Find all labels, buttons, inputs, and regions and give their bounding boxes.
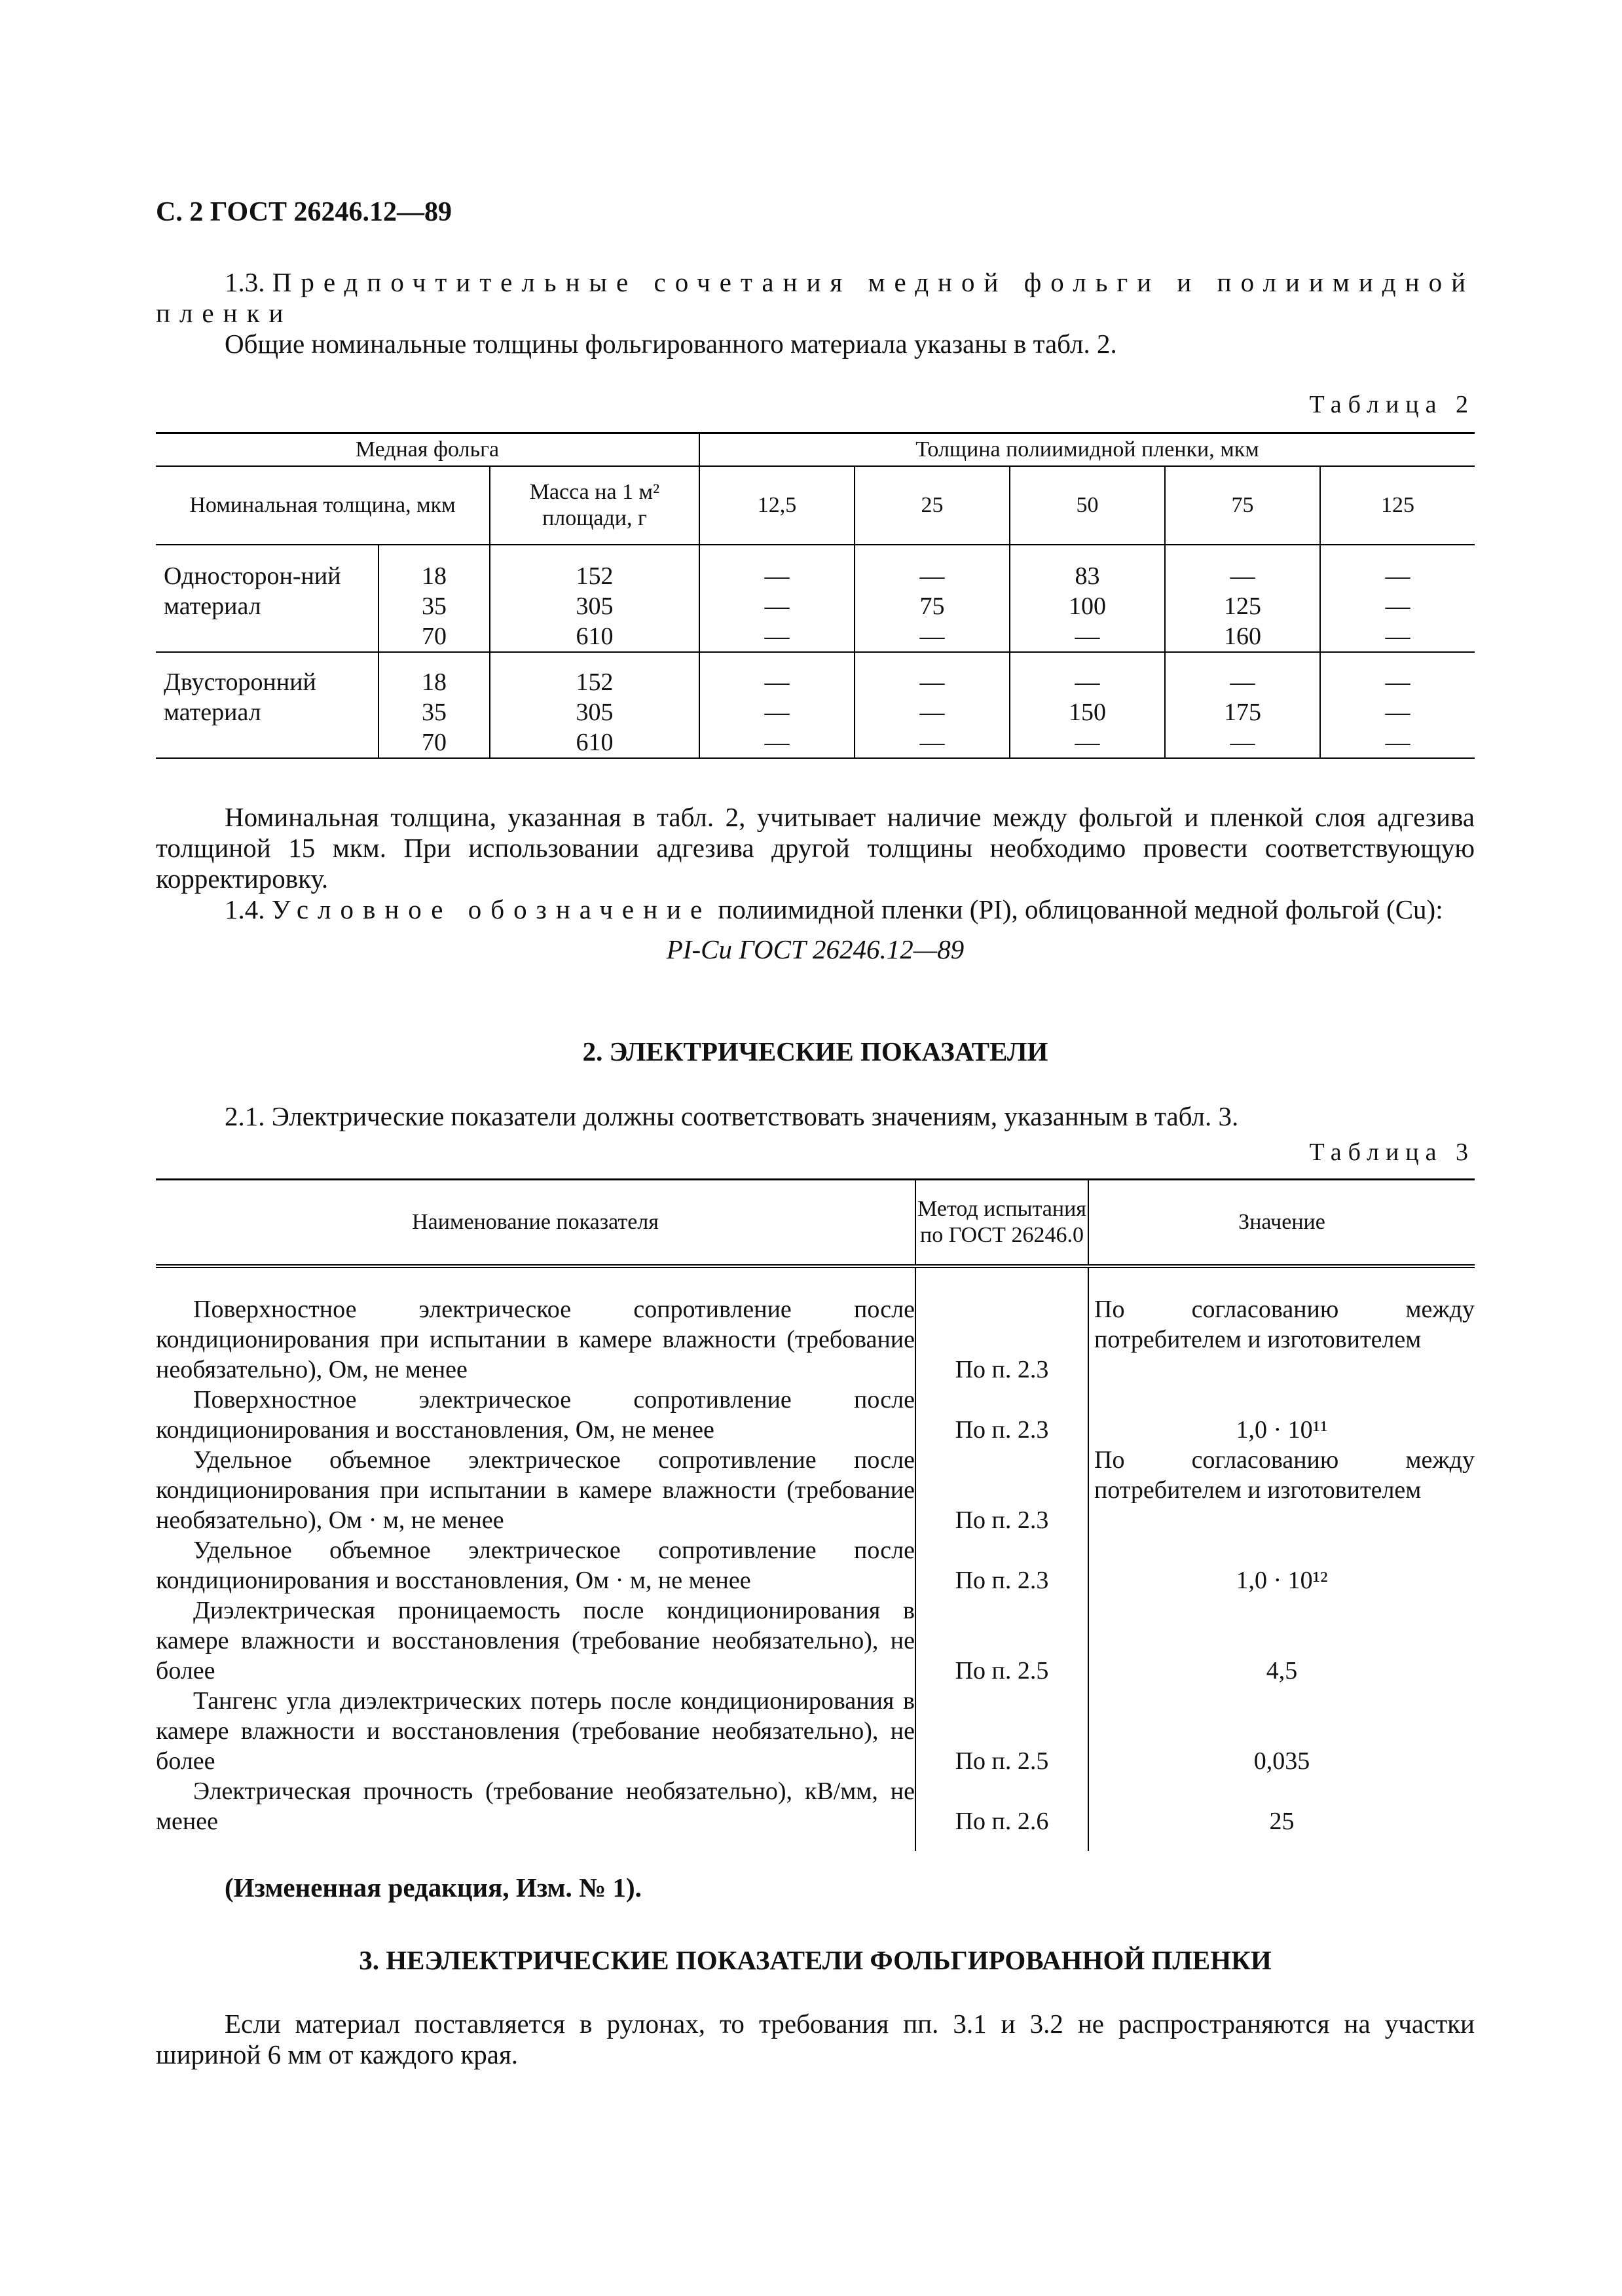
- table2-group-label: Двусторонний материал: [164, 668, 316, 726]
- table-row: [156, 1266, 1475, 1385]
- cell-value: —: [1385, 729, 1410, 756]
- clause-text: полиимидной пленки (PI), облицованной медной фольгой (Cu):: [718, 894, 1443, 924]
- table2-film-col: 50: [1010, 466, 1165, 545]
- cell-value: 70: [422, 729, 447, 756]
- cell-value: 100: [1069, 592, 1106, 620]
- table3-name: Тангенс угла диэлектрических потерь после кондиционирования в камере влажности и восстановления (требование необязательно), не более: [156, 1687, 915, 1775]
- section-1-4: [156, 802, 1475, 965]
- table2: [156, 432, 1475, 759]
- table3-value: 0,035: [1088, 1686, 1475, 1776]
- cell-value: —: [764, 562, 790, 590]
- cell-value: —: [919, 623, 945, 650]
- section-1-3: [156, 267, 1475, 359]
- table3-method: По п. 2.5: [915, 1686, 1088, 1776]
- cell-value: 160: [1224, 623, 1261, 650]
- cell-value: —: [1075, 729, 1100, 756]
- table3-method: По п. 2.6: [915, 1776, 1088, 1851]
- table2-film-cell: [855, 545, 1010, 652]
- cell-value: —: [1385, 668, 1410, 696]
- cell-value: —: [764, 699, 790, 726]
- table3-value: 25: [1088, 1776, 1475, 1851]
- cell-value: —: [919, 668, 945, 696]
- table2-header-copper: Медная фольга: [156, 433, 699, 467]
- table2-caption: Таблица 2: [1309, 391, 1475, 418]
- cell-value: 150: [1069, 699, 1106, 726]
- table2-film-col: 12,5: [699, 466, 855, 545]
- cell-value: 18: [422, 668, 447, 696]
- table2-header-film: Толщина полиимидной пленки, мкм: [699, 433, 1475, 467]
- cell-value: 83: [1075, 562, 1100, 590]
- table-row: [156, 1686, 1475, 1776]
- table2-film-cell: [699, 652, 855, 758]
- cell-value: —: [1075, 668, 1100, 696]
- table2-header-nominal: Номинальная толщина, мкм: [156, 466, 490, 545]
- table2-thickness-cell: [378, 652, 490, 758]
- cell-value: 35: [422, 699, 447, 726]
- clause-1-4: [156, 894, 1475, 925]
- table-row: [156, 1776, 1475, 1851]
- clause-spaced-title: Условное обозначение: [271, 894, 712, 924]
- cell-value: —: [1075, 623, 1100, 650]
- table-row: [156, 1535, 1475, 1595]
- table3-value: 1,0 · 10¹²: [1088, 1535, 1475, 1595]
- cell-value: 305: [576, 699, 614, 726]
- section-2-title: 2. ЭЛЕКТРИЧЕСКИЕ ПОКАЗАТЕЛИ: [582, 1036, 1048, 1066]
- table2-film-cell: [1165, 545, 1320, 652]
- cell-value: —: [1230, 668, 1255, 696]
- cell-value: 610: [576, 623, 614, 650]
- table2-film-cell: [699, 545, 855, 652]
- cell-value: —: [1385, 592, 1410, 620]
- table3-name: Поверхностное электрическое сопротивление после кондиционирования и восстановления, Ом, не менее: [156, 1386, 915, 1444]
- cell-value: —: [764, 623, 790, 650]
- designation-example: PI-Cu ГОСТ 26246.12—89: [666, 934, 965, 964]
- table3-header-value: Значение: [1088, 1180, 1475, 1267]
- table2-film-col: 25: [855, 466, 1010, 545]
- table3-name: Поверхностное электрическое сопротивление после кондиционирования при испытании в камере влажности (требование необязательно), Ом, не менее: [156, 1296, 915, 1383]
- table3-header-method: Метод испытания по ГОСТ 26246.0: [915, 1180, 1088, 1267]
- cell-value: 70: [422, 623, 447, 650]
- cell-value: —: [1230, 729, 1255, 756]
- cell-value: 610: [576, 729, 614, 756]
- table2-mass-cell: [490, 652, 699, 758]
- table2-film-cell: [1320, 545, 1475, 652]
- cell-value: 75: [919, 592, 945, 620]
- table2-note: Номинальная толщина, указанная в табл. 2, учитывает наличие между фольгой и пленкой слоя адгезива толщиной 15 мкм. При использовании адгезива другой толщины необходимо провести соответствующую корректировку.: [156, 802, 1475, 894]
- cell-value: 305: [576, 592, 614, 620]
- table3-value: 4,5: [1088, 1595, 1475, 1686]
- table3-method: По п. 2.3: [915, 1535, 1088, 1595]
- table2-header-mass: Масса на 1 м² площади, г: [490, 466, 699, 545]
- cell-value: —: [1385, 623, 1410, 650]
- table2-film-col: 125: [1320, 466, 1475, 545]
- cell-value: 125: [1224, 592, 1261, 620]
- cell-value: —: [1230, 562, 1255, 590]
- section-3-title: 3. НЕЭЛЕКТРИЧЕСКИЕ ПОКАЗАТЕЛИ ФОЛЬГИРОВАННОЙ ПЛЕНКИ: [359, 1945, 1272, 1975]
- section-3-text: Если материал поставляется в рулонах, то требования пп. 3.1 и 3.2 не распространяются на участки шириной 6 мм от каждого края.: [156, 2009, 1475, 2069]
- table2-film-cell: [855, 652, 1010, 758]
- table2-thickness-cell: [378, 545, 490, 652]
- table3: [156, 1178, 1475, 1851]
- clause-1-3-heading: [156, 267, 1475, 329]
- table3-value: По согласованию между потребителем и изготовителем: [1088, 1445, 1475, 1535]
- table2-row-group-double: [156, 652, 1475, 758]
- cell-value: —: [919, 729, 945, 756]
- cell-value: —: [919, 699, 945, 726]
- table-row: [156, 1595, 1475, 1686]
- table-row: [156, 1445, 1475, 1535]
- clause-spaced-title: Предпочтительные сочетания медной фольги и полиимидной пленки: [156, 267, 1475, 328]
- table3-name: Электрическая прочность (требование необязательно), кВ/мм, не менее: [156, 1777, 915, 1835]
- table2-film-cell: [1010, 652, 1165, 758]
- table3-name: Удельное объемное электрическое сопротивление после кондиционирования и восстановления, Ом · м, не менее: [156, 1537, 915, 1594]
- table3-name: Диэлектрическая проницаемость после кондиционирования в камере влажности и восстановления (требование необязательно), не более: [156, 1597, 915, 1685]
- cell-value: 152: [576, 562, 614, 590]
- cell-value: —: [1385, 562, 1410, 590]
- table2-group-label: Односторон-ний материал: [156, 545, 378, 652]
- table2-mass-cell: [490, 545, 699, 652]
- cell-value: —: [764, 592, 790, 620]
- table3-method: По п. 2.3: [915, 1266, 1088, 1385]
- clause-1-3-text: Общие номинальные толщины фольгированного материала указаны в табл. 2.: [225, 329, 1117, 359]
- table2-film-cell: [1320, 652, 1475, 758]
- table3-caption: Таблица 3: [1309, 1139, 1475, 1166]
- cell-value: —: [1385, 699, 1410, 726]
- cell-value: 152: [576, 668, 614, 696]
- clause-number: 1.3.: [225, 267, 265, 297]
- cell-value: 18: [422, 562, 447, 590]
- amendment-note: (Измененная редакция, Изм. № 1).: [225, 1872, 642, 1903]
- table2-film-cell: [1010, 545, 1165, 652]
- cell-value: 175: [1224, 699, 1261, 726]
- table3-method: По п. 2.3: [915, 1445, 1088, 1535]
- table3-name: Удельное объемное электрическое сопротивление после кондиционирования при испытании в камере влажности (требование необязательно), Ом · м, не менее: [156, 1446, 915, 1534]
- page-header: С. 2 ГОСТ 26246.12—89: [156, 197, 452, 227]
- clause-2-1: 2.1. Электрические показатели должны соответствовать значениям, указанным в табл. 3.: [225, 1101, 1239, 1131]
- table3-value: 1,0 · 10¹¹: [1088, 1385, 1475, 1445]
- table2-film-cell: [1165, 652, 1320, 758]
- table-row: [156, 1385, 1475, 1445]
- cell-value: 35: [422, 592, 447, 620]
- table3-method: По п. 2.5: [915, 1595, 1088, 1686]
- cell-value: —: [764, 668, 790, 696]
- cell-value: —: [764, 729, 790, 756]
- table3-value: По согласованию между потребителем и изготовителем: [1088, 1266, 1475, 1385]
- table3-method: По п. 2.3: [915, 1385, 1088, 1445]
- table3-header-name: Наименование показателя: [156, 1180, 915, 1267]
- table2-row-group-single: [156, 545, 1475, 652]
- cell-value: —: [919, 562, 945, 590]
- table2-film-col: 75: [1165, 466, 1320, 545]
- clause-number: 1.4.: [225, 894, 265, 924]
